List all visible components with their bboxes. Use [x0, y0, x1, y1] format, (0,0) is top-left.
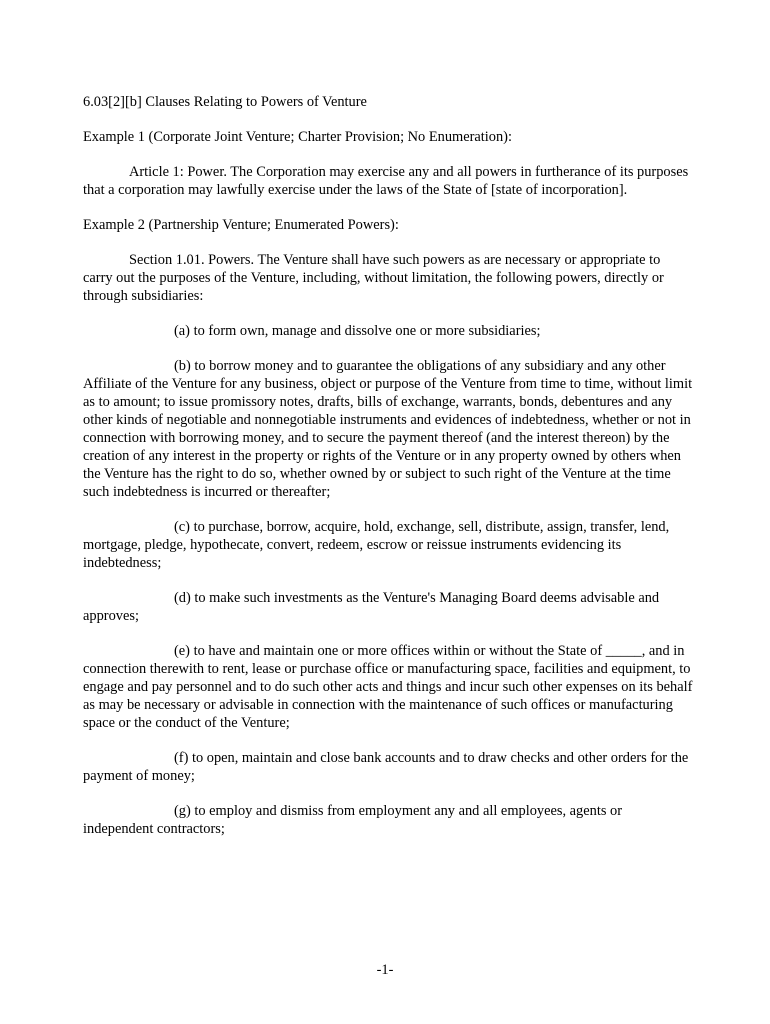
- example-2-title: Example 2 (Partnership Venture; Enumerated Powers):: [83, 217, 399, 233]
- clause-e: (e) to have and maintain one or more offices within or without the State of _____, and in connection therewith to rent, lease or purchase office or manufacturing space, facilities and equipment, to engage and pay personnel and to do such other acts and things and incur such other expenses on its behalf as may be necessary or advisable in connection with the maintenance of such offices or manufacturing space or the conduct of the Venture;: [83, 643, 693, 731]
- article-1-paragraph: Article 1: Power. The Corporation may exercise any and all powers in furtherance of its purposes that a corporation may lawfully exercise under the laws of the State of [state of incorporation].: [83, 164, 689, 198]
- example-1-title: Example 1 (Corporate Joint Venture; Charter Provision; No Enumeration):: [83, 129, 512, 145]
- clause-g: (g) to employ and dismiss from employment any and all employees, agents or independent contractors;: [83, 803, 623, 837]
- document-body: [83, 93, 693, 855]
- clause-c: (c) to purchase, borrow, acquire, hold, exchange, sell, distribute, assign, transfer, lend, mortgage, pledge, hypothecate, convert, redeem, escrow or reissue instruments evidencing its indebtedness;: [83, 519, 670, 571]
- section-heading: 6.03[2][b] Clauses Relating to Powers of Venture: [83, 94, 367, 110]
- clause-b: (b) to borrow money and to guarantee the obligations of any subsidiary and any other Affiliate of the Venture for any business, object or purpose of the Venture from time to time, without limit as to amount; to issue promissory notes, drafts, bills of exchange, warrants, bonds, debentures and any other kinds of negotiable and nonnegotiable instruments and evidences of indebtedness, whether or not in connection with borrowing money, and to secure the payment thereof (and the interest thereon) by the creation of any interest in the property or rights of the Venture or in any property owned by others when the Venture has the right to do so, whether owned by or subject to such right of the Venture at the time such indebtedness is incurred or thereafter;: [83, 358, 693, 500]
- clause-f: (f) to open, maintain and close bank accounts and to draw checks and other orders for the payment of money;: [83, 750, 689, 784]
- page-number: -1-: [376, 962, 394, 978]
- section-1-01-paragraph: Section 1.01. Powers. The Venture shall have such powers as are necessary or appropriate to carry out the purposes of the Venture, including, without limitation, the following powers, directly or through subsidiaries:: [83, 252, 664, 304]
- clause-d: (d) to make such investments as the Venture's Managing Board deems advisable and approves;: [83, 590, 660, 624]
- clause-a: (a) to form own, manage and dissolve one or more subsidiaries;: [174, 323, 541, 339]
